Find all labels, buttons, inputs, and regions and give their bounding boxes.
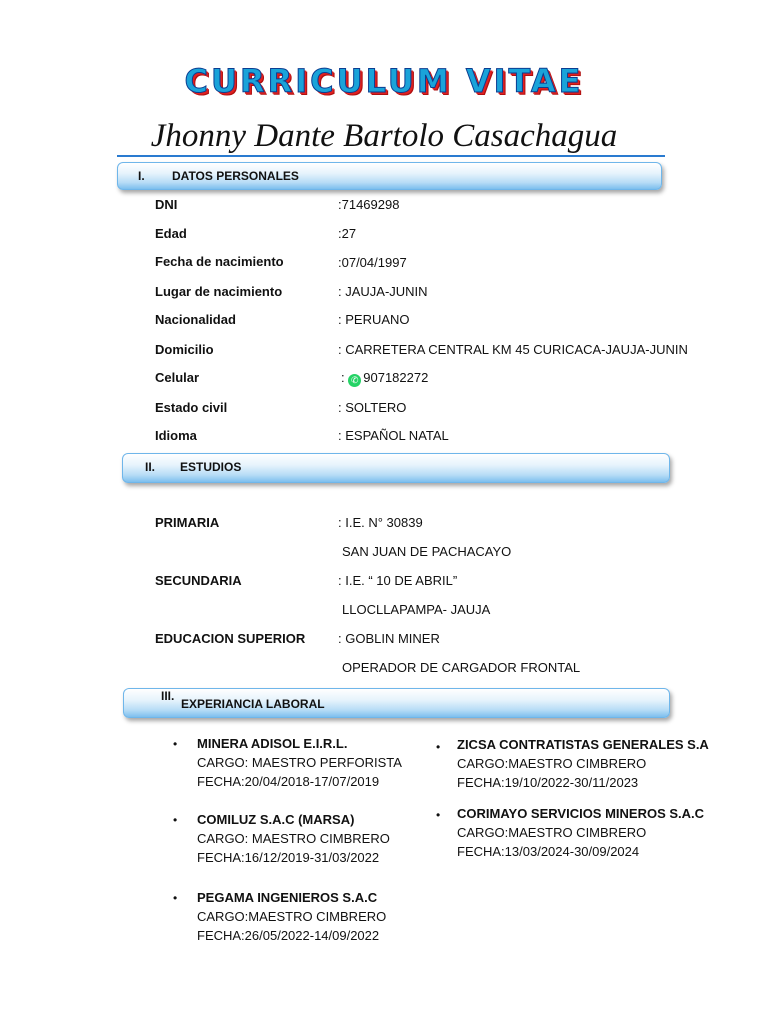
experience-dates: FECHA:16/12/2019-31/03/2022 [197, 850, 380, 865]
experience-item [197, 888, 386, 945]
field-label-language: Idioma [155, 428, 197, 443]
study-label-secondary: SECUNDARIA [155, 573, 242, 588]
field-label-address: Domicilio [155, 342, 214, 357]
bullet-icon: • [173, 737, 178, 751]
experience-dates: FECHA:26/05/2022-14/09/2022 [197, 928, 380, 943]
field-value-birthdate: :07/04/1997 [338, 255, 407, 270]
study-value-higher: : GOBLIN MINER [338, 631, 440, 646]
phone-number: 907182272 [363, 370, 429, 385]
field-value-civil-status: : SOLTERO [338, 400, 407, 415]
field-value-edad: :27 [338, 226, 357, 241]
experience-role: CARGO:MAESTRO CIMBRERO [197, 909, 387, 924]
field-value-address: : CARRETERA CENTRAL KM 45 CURICACA-JAUJA-JUNIN [338, 342, 688, 357]
candidate-name: Jhonny Dante Bartolo Casachagua [150, 118, 618, 154]
experience-role: CARGO: MAESTRO PERFORISTA [197, 755, 402, 770]
field-value-language: : ESPAÑOL NATAL [338, 428, 449, 443]
field-label-phone: Celular [155, 370, 200, 385]
section-number-experience: III. [161, 689, 175, 703]
experience-role: CARGO:MAESTRO CIMBRERO [457, 825, 647, 840]
section-number-studies: II. [145, 460, 156, 474]
cv-title: CURRICULUM VITAE [184, 62, 584, 100]
study-detail-higher: OPERADOR DE CARGADOR FRONTAL [342, 660, 581, 675]
field-label-edad: Edad [155, 226, 187, 241]
experience-company: COMILUZ S.A.C (MARSA) [197, 812, 355, 827]
field-label-civil-status: Estado civil [155, 400, 228, 415]
bullet-icon: • [436, 740, 441, 754]
experience-dates: FECHA:13/03/2024-30/09/2024 [457, 844, 640, 859]
experience-item [197, 734, 402, 791]
experience-company: MINERA ADISOL E.I.R.L. [197, 736, 348, 751]
field-value-phone [341, 370, 428, 387]
whatsapp-icon: ✆ [348, 374, 361, 387]
field-value-birthplace: : JAUJA-JUNIN [338, 284, 428, 299]
experience-role: CARGO: MAESTRO CIMBRERO [197, 831, 390, 846]
experience-item [457, 735, 709, 792]
study-detail-secondary: LLOCLLAPAMPA- JAUJA [342, 602, 491, 617]
experience-dates: FECHA:20/04/2018-17/07/2019 [197, 774, 380, 789]
experience-company: ZICSA CONTRATISTAS GENERALES S.A [457, 737, 709, 752]
phone-prefix: : [341, 370, 345, 385]
study-label-primary: PRIMARIA [155, 515, 220, 530]
section-title-studies: ESTUDIOS [180, 460, 242, 474]
field-label-birthdate: Fecha de nacimiento [155, 254, 284, 269]
section-number-personal: I. [138, 169, 145, 183]
study-value-primary: : I.E. N° 30839 [338, 515, 423, 530]
field-label-dni: DNI [155, 197, 178, 212]
section-title-personal: DATOS PERSONALES [172, 169, 299, 183]
study-value-secondary: : I.E. “ 10 DE ABRIL” [338, 573, 458, 588]
experience-company: CORIMAYO SERVICIOS MINEROS S.A.C [457, 806, 705, 821]
study-label-higher: EDUCACION SUPERIOR [155, 631, 306, 646]
name-underline [117, 155, 665, 157]
bullet-icon: • [436, 808, 441, 822]
experience-role: CARGO:MAESTRO CIMBRERO [457, 756, 647, 771]
field-label-birthplace: Lugar de nacimiento [155, 284, 283, 299]
field-label-nationality: Nacionalidad [155, 312, 236, 327]
experience-dates: FECHA:19/10/2022-30/11/2023 [457, 775, 639, 790]
bullet-icon: • [173, 813, 178, 827]
field-value-dni: :71469298 [338, 197, 400, 212]
experience-item [197, 810, 390, 867]
bullet-icon: • [173, 891, 178, 905]
experience-company: PEGAMA INGENIEROS S.A.C [197, 890, 378, 905]
experience-item [457, 804, 704, 861]
section-title-experience: EXPERIANCIA LABORAL [181, 697, 325, 711]
study-detail-primary: SAN JUAN DE PACHACAYO [342, 544, 512, 559]
field-value-nationality: : PERUANO [338, 312, 410, 327]
